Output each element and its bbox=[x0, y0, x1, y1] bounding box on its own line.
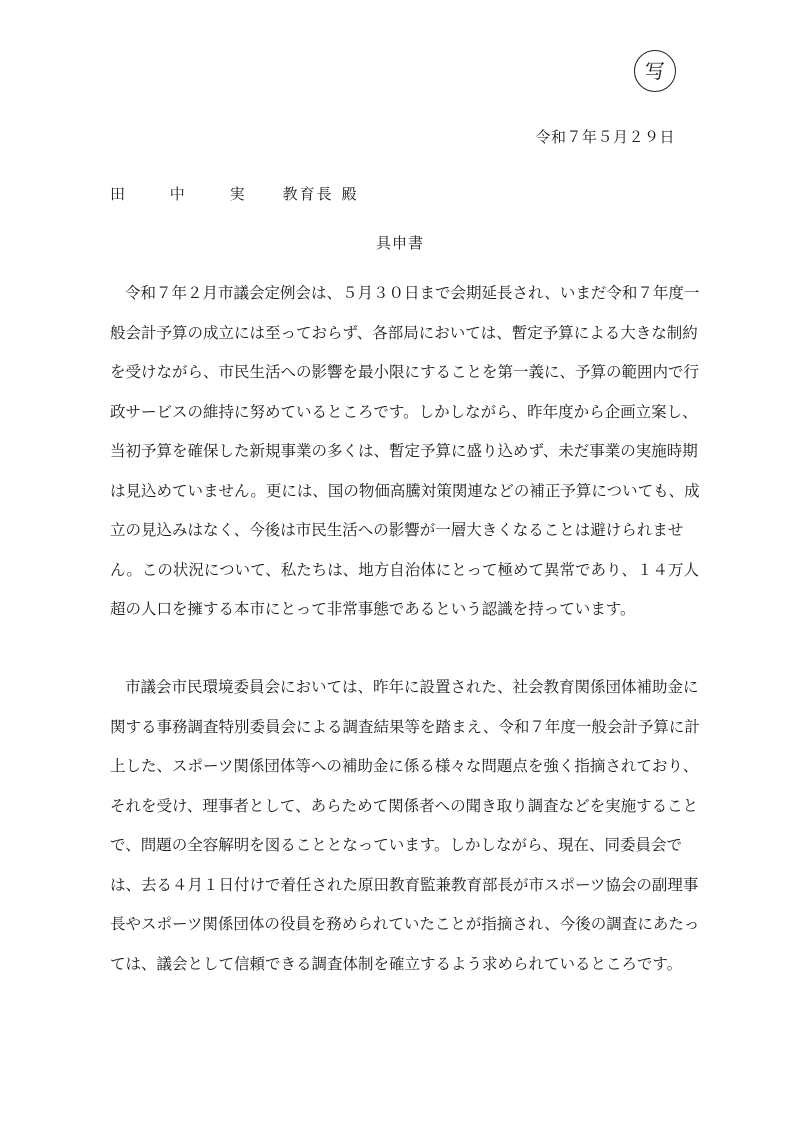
paragraph-line: は見込めていません。更には、国の物価高騰対策関連などの補正予算についても、成 bbox=[110, 481, 700, 500]
addressee-role: 教育長 bbox=[282, 185, 334, 203]
paragraph-line: 市議会市民環境委員会においては、昨年に設置された、社会教育関係団体補助金に bbox=[125, 678, 699, 696]
paragraph-line: 超の人口を擁する本市にとって非常事態であるという認識を持っています。 bbox=[110, 600, 636, 618]
stamp-char: 写 bbox=[645, 59, 665, 83]
addressee-name-part: 実 bbox=[229, 185, 265, 203]
paragraph-line: ん。この状況について、私たちは、地方自治体にとって極めて異常であり、１４万人 bbox=[110, 560, 700, 579]
addressee-name bbox=[110, 183, 265, 204]
document-date: 令和７年５月２９日 bbox=[535, 128, 675, 146]
addressee-honorific: 殿 bbox=[341, 185, 357, 203]
paragraph-line: 般会計予算の成立には至っておらず、各部局においては、暫定予算による大きな制約 bbox=[110, 323, 698, 342]
paragraph-line: は、去る４月１日付けで着任された原田教育監兼教育部長が市スポーツ協会の副理事 bbox=[110, 875, 699, 894]
addressee bbox=[110, 183, 357, 204]
paragraph-line: を受けながら、市民生活への影響を最小限にすることを第一義に、予算の範囲内で行 bbox=[110, 363, 700, 381]
paragraph-line: 上した、スポーツ関係団体等への補助金に係る様々な問題点を強く指摘されており、 bbox=[110, 757, 699, 775]
paragraph-line: それを受け、理事者として、あらためて関係者への聞き取り調査などを実施すること bbox=[110, 796, 699, 815]
paragraph-line: 政サービスの維持に努めているところです。しかしながら、昨年度から企画立案し、 bbox=[110, 402, 698, 421]
paragraph-line: 当初予算を確保した新規事業の多くは、暫定予算に盛り込めず、未だ事業の実施時期 bbox=[110, 442, 698, 460]
paragraph-line: ては、議会として信頼できる調査体制を確立するよう求められているところです。 bbox=[110, 954, 683, 973]
addressee-name-part: 田 bbox=[110, 185, 146, 203]
document-title: 具申書 bbox=[375, 234, 424, 252]
body-paragraph-2 bbox=[110, 674, 700, 990]
paragraph-line: で、問題の全容解明を図ることとなっています。しかしながら、現在、同委員会で bbox=[110, 836, 682, 854]
addressee-name-part: 中 bbox=[169, 185, 205, 203]
paragraph-line: 関する事務調査特別委員会による調査結果等を踏まえ、令和７年度一般会計予算に計 bbox=[110, 717, 700, 736]
body-paragraph-1 bbox=[110, 280, 700, 636]
copy-stamp-icon bbox=[634, 50, 676, 92]
paragraph-line: 令和７年２月市議会定例会は、５月３０日まで会期延長され、いまだ令和７年度一 bbox=[125, 284, 700, 302]
paragraph-line: 長やスポーツ関係団体の役員を務められていたことが指摘され、今後の調査にあたっ bbox=[110, 915, 700, 933]
paragraph-line: 立の見込みはなく、今後は市民生活への影響が一層大きくなることは避けられませ bbox=[110, 521, 684, 539]
